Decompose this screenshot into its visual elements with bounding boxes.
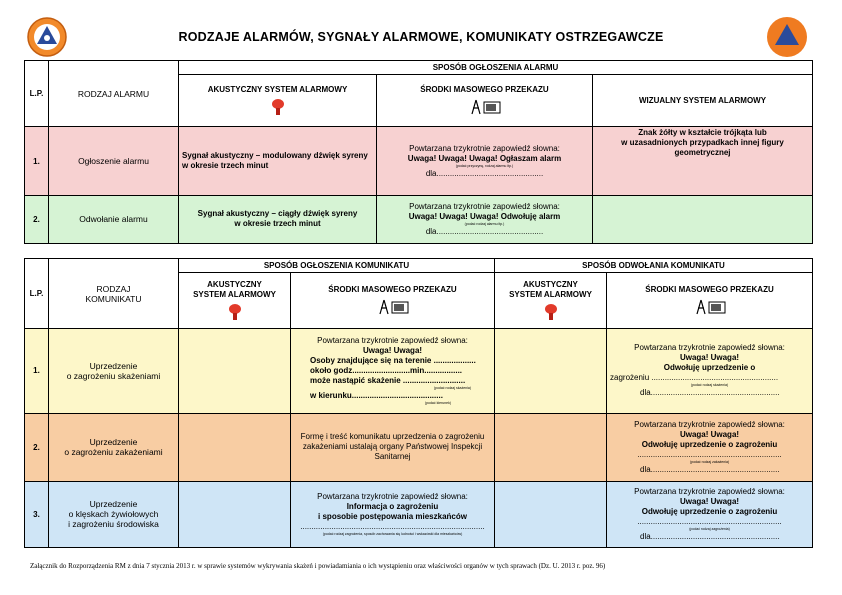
col-acoustic-label: SYSTEM ALARMOWY (509, 290, 592, 300)
message-name (49, 481, 179, 547)
announce-acoustic-cell (179, 329, 291, 413)
announce-acoustic-cell (179, 481, 291, 547)
cancel-media-cell (607, 329, 813, 413)
row-number: 2. (25, 195, 49, 243)
message-name-line: Uprzedzenie (89, 360, 138, 371)
page-title: RODZAJE ALARMÓW, SYGNAŁY ALARMOWE, KOMUNIKATY OSTRZEGAWCZE (178, 30, 664, 44)
announce-line: Osoby znajdujące się na terenie ................... (310, 355, 476, 365)
media-line: dla................................................ (425, 168, 544, 178)
radio-tv-icon (693, 298, 727, 316)
cancel-acoustic-cell (495, 329, 607, 413)
announce-media-cell (291, 481, 495, 547)
media-line: dla................................................ (425, 226, 544, 236)
announce-line: Uwaga! Uwaga! (362, 345, 423, 355)
cancel-line: dla.......................................................... (640, 388, 780, 398)
col-acoustic-label: AKUSTYCZNY (207, 280, 262, 290)
media-line: Uwaga! Uwaga! Uwaga! Ogłaszam alarm (407, 153, 562, 163)
row-number: 3. (25, 481, 49, 547)
announce-line: zakażeniami ustalają organy Państwowej Inspekcji (302, 442, 483, 452)
alarm-row (25, 127, 813, 195)
visual-line: geometrycznej (674, 148, 731, 158)
announce-media-cell (291, 329, 495, 413)
message-row (25, 329, 813, 413)
cancel-acoustic-cell (495, 481, 607, 547)
announce-line: Formę i treść komunikatu uprzedzenia o zagrożeniu (300, 432, 485, 442)
radio-tv-icon (376, 298, 410, 316)
media-announcement-cell (377, 195, 593, 243)
cancel-note: (podać rodzaj zagrożenia) (689, 526, 730, 531)
announce-note: (podać kierunek) (424, 400, 451, 405)
cancel-media-cell (607, 481, 813, 547)
col-acoustic-header (179, 273, 291, 329)
col-acoustic-label: AKUSTYCZNY SYSTEM ALARMOWY (207, 85, 348, 95)
row-number: 1. (25, 127, 49, 195)
col-message-type-header (49, 259, 179, 329)
cancel-line: Powtarzana trzykrotnie zapowiedź słowna: (634, 343, 785, 353)
cancel-line: Uwaga! Uwaga! (679, 353, 740, 363)
acoustic-signal-cell (179, 127, 377, 195)
col-media-header (291, 273, 495, 329)
media-note: (podać przyczynę, rodzaj alarmu itp.) (455, 163, 514, 168)
announce-line: ................................................................................... (300, 521, 485, 531)
acoustic-line: Sygnał akustyczny – ciągły dźwięk syreny (197, 209, 358, 219)
col-media-label: ŚRODKI MASOWEGO PRZEKAZU (645, 285, 774, 295)
siren-icon (544, 303, 558, 321)
cancel-line: Odwołuję uprzedzenie o zagrożeniu (641, 439, 778, 449)
col-acoustic-header (179, 75, 377, 127)
siren-icon (271, 98, 285, 116)
col-media-header (377, 75, 593, 127)
message-name-line: Uprzedzenie (89, 499, 138, 510)
message-name-line: o zagrożeniu zakażeniami (64, 447, 163, 458)
message-row (25, 481, 813, 547)
visual-signal-cell (593, 195, 813, 243)
cancel-line: dla.......................................................... (640, 531, 780, 541)
acoustic-line: w okresie trzech minut (234, 219, 321, 229)
media-line: Uwaga! Uwaga! Uwaga! Odwołuję alarm (408, 211, 561, 221)
announce-line: i sposobie postępowania mieszkańców (318, 511, 467, 521)
cancel-media-cell (607, 413, 813, 481)
cancel-method-group-header: SPOSÓB ODWOŁANIA KOMUNIKATU (495, 259, 813, 273)
message-name-line: o zagrożeniu skażeniami (66, 370, 161, 381)
row-number: 2. (25, 413, 49, 481)
col-acoustic-label: AKUSTYCZNY (523, 280, 578, 290)
visual-line: w uzasadnionych przypadkach innej figury (621, 138, 784, 148)
message-name (49, 329, 179, 413)
visual-signal-cell (593, 127, 813, 195)
col-visual-header: WIZUALNY SYSTEM ALARMOWY (593, 75, 813, 127)
col-acoustic-label: SYSTEM ALARMOWY (193, 290, 276, 300)
cancel-line: dla.......................................................... (640, 464, 780, 474)
announce-acoustic-cell (179, 413, 291, 481)
cancel-line: Odwołuję uprzedzenie o (663, 363, 756, 373)
acoustic-line: w okresie trzech minut (182, 161, 269, 171)
media-line: Powtarzana trzykrotnie zapowiedź słowna: (409, 201, 560, 211)
message-name (49, 413, 179, 481)
col-media-header (607, 273, 813, 329)
acoustic-signal-cell (179, 195, 377, 243)
radio-tv-icon (468, 98, 502, 116)
cancel-line: Uwaga! Uwaga! (679, 496, 740, 506)
media-announcement-cell (377, 127, 593, 195)
acoustic-line: Sygnał akustyczny – modulowany dźwięk syreny (182, 151, 368, 161)
message-name-line: Uprzedzenie (89, 437, 138, 448)
col-message-type-label: KOMUNIKATU (85, 293, 142, 304)
siren-icon (228, 303, 242, 321)
cancel-line: ................................................................. (637, 516, 782, 526)
messages-table (24, 258, 813, 548)
announce-line: około godz..........................min................. (310, 365, 463, 375)
alarms-table (24, 60, 813, 244)
visual-line: Znak żółty w kształcie trójkąta lub (638, 128, 767, 138)
cancel-line: zagrożeniu ......................................................... (610, 373, 779, 383)
cancel-note: (podać rodzaj zakażenia) (689, 459, 730, 464)
message-row (25, 413, 813, 481)
cancel-line: Uwaga! Uwaga! (679, 429, 740, 439)
footer-note: Załącznik do Rozporządzenia RM z dnia 7 stycznia 2013 r. w sprawie systemów wykrywania skażeń i powiadamiania o ich wystąpieniu oraz właściwości organów w tych sprawach (Dz. U. 2013 r. poz. 96) (30, 562, 606, 570)
col-media-label: ŚRODKI MASOWEGO PRZEKAZU (328, 285, 457, 295)
announce-line: w kierunku......................................... (310, 390, 443, 400)
col-lp-header: L.P. (25, 61, 49, 127)
announce-line: Sanitarnej (374, 452, 411, 462)
announce-note: (podać rodzaj zagrożenia, sposób zachowania się ludności i wskazówki dla mieszkańców) (322, 531, 463, 536)
cancel-line: Odwołuję uprzedzenie o zagrożeniu (641, 506, 778, 516)
col-alarm-type-header: RODZAJ ALARMU (49, 61, 179, 127)
announce-line: może nastąpić skażenie ............................ (310, 375, 466, 385)
message-name-line: o klęskach żywiołowych (68, 509, 159, 520)
col-lp-header: L.P. (25, 259, 49, 329)
message-name-line: i zagrożeniu środowiska (68, 519, 159, 530)
announce-line: Powtarzana trzykrotnie zapowiedź słowna: (317, 335, 468, 345)
alarm-name: Ogłoszenie alarmu (49, 127, 179, 195)
cancel-acoustic-cell (495, 413, 607, 481)
cancel-line: ................................................................. (637, 449, 782, 459)
cancel-note: (podać rodzaj skażenia) (690, 383, 729, 388)
alarm-method-group-header: SPOSÓB OGŁOSZENIA ALARMU (179, 61, 813, 75)
civil-defence-triangle-icon (766, 16, 808, 58)
alarm-row (25, 195, 813, 243)
col-acoustic-header (495, 273, 607, 329)
announce-line: Informacja o zagrożeniu (346, 501, 439, 511)
alarm-name: Odwołanie alarmu (49, 195, 179, 243)
col-message-type-label: RODZAJ (96, 283, 131, 294)
col-media-label: ŚRODKI MASOWEGO PRZEKAZU (420, 85, 549, 95)
media-note: (podać rodzaj alarmu itp.) (464, 221, 505, 226)
media-line: Powtarzana trzykrotnie zapowiedź słowna: (409, 143, 560, 153)
announce-media-cell (291, 413, 495, 481)
announce-note: (podać rodzaj skażenia) (433, 385, 471, 390)
cancel-line: Powtarzana trzykrotnie zapowiedź słowna: (634, 419, 785, 429)
cancel-line: Powtarzana trzykrotnie zapowiedź słowna: (634, 486, 785, 496)
row-number: 1. (25, 329, 49, 413)
announce-method-group-header: SPOSÓB OGŁOSZENIA KOMUNIKATU (179, 259, 495, 273)
announce-line: Powtarzana trzykrotnie zapowiedź słowna: (317, 491, 468, 501)
